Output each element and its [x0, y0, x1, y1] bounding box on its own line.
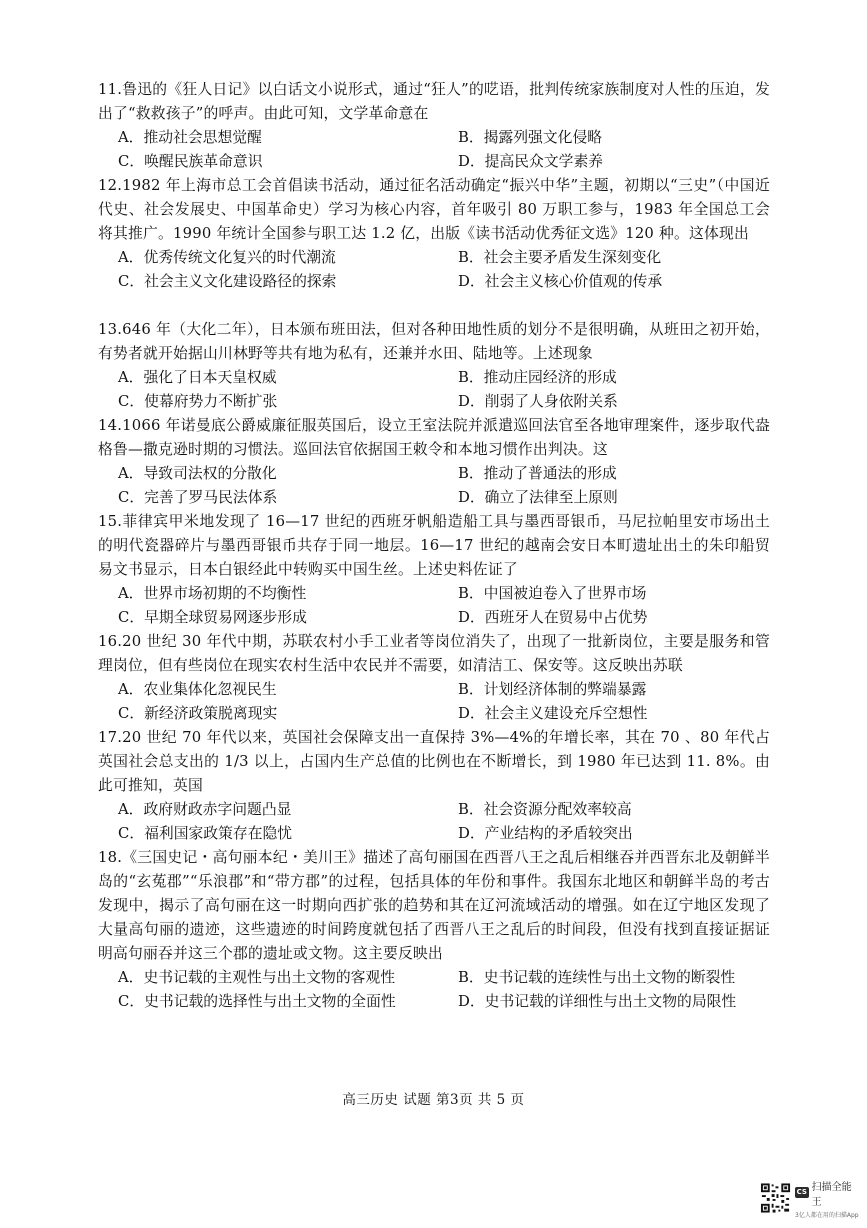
option-d: D．确立了法律至上原则: [458, 489, 618, 506]
option-d: D．社会主义建设充斥空想性: [458, 705, 648, 722]
option-c: C．唤醒民族革命意识: [118, 153, 263, 170]
option-d: D．削弱了人身依附关系: [458, 393, 618, 410]
qr-code-icon: [760, 1182, 791, 1214]
option-a: A．导致司法权的分散化: [118, 465, 277, 482]
question-stem: 14.1066 年诺曼底公爵威廉征服英国后，设立王室法院并派遣巡回法官至各地审理案件，逐步取代盎格鲁—撒克逊时期的习惯法。巡回法官依据国王敕令和本地习惯作出判决。这: [98, 417, 770, 458]
scanner-watermark: [760, 1180, 860, 1219]
option-b: B．推动了普通法的形成: [458, 465, 617, 482]
question-13: [98, 318, 770, 414]
option-d: D．社会主义核心价值观的传承: [458, 273, 663, 290]
option-a: A．政府财政赤字问题凸显: [118, 801, 292, 818]
scanner-tagline: 3亿人都在用的扫描App: [795, 1211, 859, 1219]
option-c: C．早期全球贸易网逐步形成: [118, 609, 307, 626]
options: [98, 462, 770, 510]
question-12: [98, 174, 770, 294]
option-b: B．计划经济体制的弊端暴露: [458, 681, 647, 698]
scanner-logo-icon: CS: [796, 1188, 807, 1196]
option-a: A．强化了日本天皇权威: [118, 369, 277, 386]
option-c: C．使幕府势力不断扩张: [118, 393, 278, 410]
scanner-name: 扫描全能王: [811, 1181, 852, 1208]
question-18: [98, 846, 770, 1014]
page-footer: 高三历史 试题 第3页 共 5 页: [342, 1092, 525, 1108]
option-a: A．史书记载的主观性与出土文物的客观性: [118, 969, 396, 986]
option-b: B．中国被迫卷入了世界市场: [458, 585, 647, 602]
question-17: [98, 726, 770, 846]
question-stem: 13.646 年（大化二年），日本颁布班田法，但对各种田地性质的划分不是很明确，从班田之初开始，有势者就开始据山川林野等共有地为私有，还兼并水田、陆地等。上述现象: [98, 321, 770, 362]
option-a: A．推动社会思想觉醒: [118, 129, 262, 146]
question-stem: 12.1982 年上海市总工会首倡读书活动，通过征名活动确定“振兴中华”主题，初期以“三史”（中国近代史、社会发展史、中国革命史）学习为核心内容，首年吸引 80 万职工参与，1983 年全国总工会将其推广。1990 年统计全国参与职工达 1.2 亿，出版《读书活动优秀征文选》120 种。这体现出: [98, 177, 770, 242]
options: [98, 678, 770, 726]
options: [98, 246, 770, 294]
options: [98, 126, 770, 174]
option-b: B．揭露列强文化侵略: [458, 129, 603, 146]
option-d: D．提高民众文学素养: [458, 153, 604, 170]
option-c: C．史书记载的选择性与出土文物的全面性: [118, 993, 396, 1010]
option-c: C．新经济政策脱离现实: [118, 705, 278, 722]
options: [98, 582, 770, 630]
option-b: B．史书记载的连续性与出土文物的断裂性: [458, 969, 736, 986]
options: [98, 966, 770, 1014]
option-c: C．社会主义文化建设路径的探索: [118, 273, 337, 290]
question-stem: 16.20 世纪 30 年代中期，苏联农村小手工业者等岗位消失了，出现了一批新岗位，主要是服务和管理岗位，但有些岗位在现实农村生活中农民并不需要，如清洁工、保安等。这反映出苏联: [98, 633, 770, 674]
option-a: A．世界市场初期的不均衡性: [118, 585, 307, 602]
question-stem: 18.《三国史记・高句丽本纪・美川王》描述了高句丽国在西晋八王之乱后相继吞并西晋东北及朝鲜半岛的“玄菟郡”“乐浪郡”和“带方郡”的过程，包括具体的年份和事件。我国东北地区和朝鲜半岛的考古发现中，揭示了高句丽在这一时期向西扩张的趋势和其在辽河流域活动的增强。如在辽宁地区发现了大量高句丽的遗迹，这些遗迹的时间跨度就包括了西晋八王之乱后的时间段，但没有找到直接证据证明高句丽吞并这三个郡的遗址或文物。这主要反映出: [98, 849, 770, 962]
scanner-brand: [795, 1178, 860, 1219]
option-b: B．社会主要矛盾发生深刻变化: [458, 249, 662, 266]
option-a: A．农业集体化忽视民生: [118, 681, 277, 698]
options: [98, 798, 770, 846]
question-14: [98, 414, 770, 510]
question-stem: 17.20 世纪 70 年代以来，英国社会保障支出一直保持 3%—4%的年增长率，其在 70 、80 年代占英国社会总支出的 1/3 以上，占国内生产总值的比例也在不断增长，到 1980 年已达到 11. 8%。由此可推知，英国: [98, 729, 770, 794]
option-d: D．产业结构的矛盾较突出: [458, 825, 633, 842]
options: [98, 366, 770, 414]
option-c: C．完善了罗马民法体系: [118, 489, 278, 506]
option-c: C．福利国家政策存在隐忧: [118, 825, 293, 842]
question-16: [98, 630, 770, 726]
question-stem: 15.菲律宾甲米地发现了 16—17 世纪的西班牙帆船造船工具与墨西哥银币，马尼拉帕里安市场出土的明代瓷器碎片与墨西哥银币共存于同一地层。16—17 世纪的越南会安日本町遗址出土的朱印船贸易文书显示，日本白银经此中转购买中国生丝。上述史料佐证了: [98, 513, 770, 578]
option-a: A．优秀传统文化复兴的时代潮流: [118, 249, 336, 266]
option-b: B．推动庄园经济的形成: [458, 369, 617, 386]
option-d: D．史书记载的详细性与出土文物的局限性: [458, 993, 737, 1010]
question-11: [98, 78, 770, 174]
option-b: B．社会资源分配效率较高: [458, 801, 632, 818]
option-d: D．西班牙人在贸易中占优势: [458, 609, 648, 626]
question-15: [98, 510, 770, 630]
question-stem: 11.鲁迅的《狂人日记》以白话文小说形式，通过“狂人”的呓语，批判传统家族制度对人性的压迫，发出了“救救孩子”的呼声。由此可知，文学革命意在: [98, 81, 770, 122]
